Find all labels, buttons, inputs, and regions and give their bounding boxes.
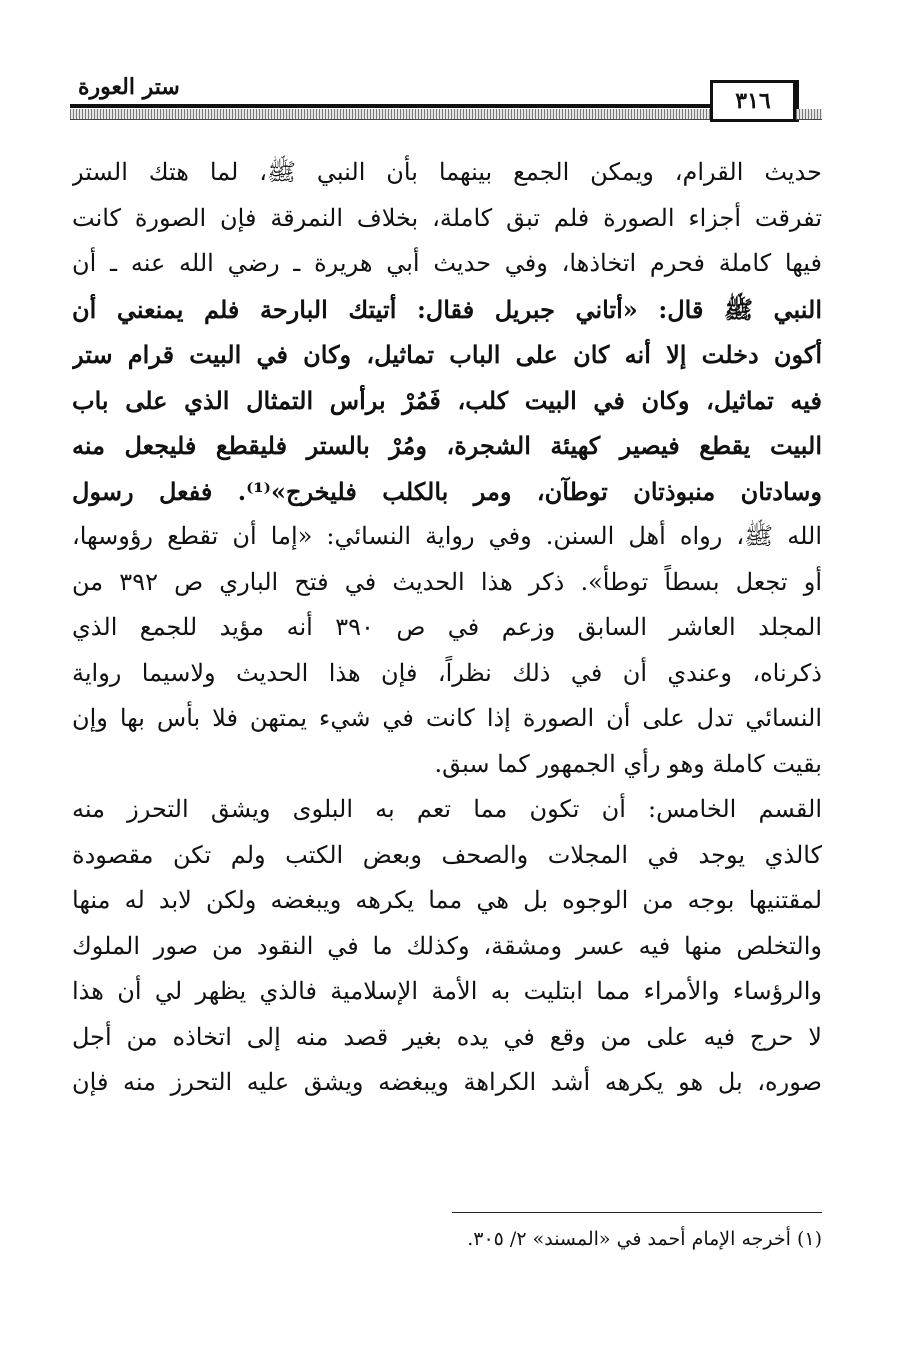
text-line: تفرقت أجزاء الصورة فلم تبق كاملة، بخلاف النمرقة فإن الصورة كانت <box>72 203 822 232</box>
header-rule <box>70 104 710 108</box>
text-line: فيه تماثيل، وكان في البيت كلب، فَمُرْ برأس التمثال الذي على باب <box>72 385 822 415</box>
text-line: البيت يقطع فيصير كهيئة الشجرة، ومُرْ بالستر فليقطع فليجعل منه <box>72 431 822 460</box>
page-number: ٣١٦ <box>710 80 799 122</box>
text-line: النبي ﷺ قال: «أتاني جبريل فقال: أتيتك البارحة فلم يمنعني أن <box>72 294 822 324</box>
text-line: القسم الخامس: أن تكون مما تعم به البلوى ويشق التحرز منه <box>72 795 822 823</box>
text-line: ذكرناه، وعندي أن في ذلك نظراً، فإن هذا الحديث ولاسيما رواية <box>72 658 822 687</box>
text-line: وسادتان منبوذتان توطآن، ومر بالكلب فليخرج»⁽¹⁾. ففعل رسول <box>72 476 822 506</box>
text-line: لا حرج فيه على من وقع في يده بغير قصد منه إلى اتخاذه من أجل <box>72 1022 822 1051</box>
page-header <box>70 74 822 126</box>
text-line: والرؤساء والأمراء مما ابتليت به الأمة الإسلامية فالذي يظهر لي أن هذا <box>72 977 822 1005</box>
footnote: (١) أخرجه الإمام أحمد في «المسند» ٢/ ٣٠٥. <box>467 1228 822 1250</box>
text-line: لمقتنيها بوجه من الوجوه بل هي مما يكرهه ويبغضه ولكن لابد له منها <box>72 886 822 914</box>
text-line: الله ﷺ، رواه أهل السنن. وفي رواية النسائي: «إما أن تقطع رؤوسها، <box>72 522 822 550</box>
body-text <box>72 150 822 1106</box>
text-line: المجلد العاشر السابق وزعم في ص ٣٩٠ أنه مؤيد للجمع الذي <box>72 613 822 641</box>
text-line: أو تجعل بسطاً توطأ». ذكر هذا الحديث في فتح الباري ص ٣٩٢ من <box>72 567 822 596</box>
running-title: ستر العورة <box>78 74 180 100</box>
header-hatch-rule <box>70 109 710 120</box>
text-line: كالذي يوجد في المجلات والصحف وبعض الكتب ولم تكن مقصودة <box>72 840 822 869</box>
text-line: أكون دخلت إلا أنه كان على الباب تماثيل، وكان في البيت قرام ستر <box>72 340 822 369</box>
header-hatch-rule-right <box>796 109 822 120</box>
text-line: حديث القرام، ويمكن الجمع بينهما بأن النبي ﷺ، لما هتك الستر <box>72 158 822 186</box>
text-line: والتخلص منها فيه عسر ومشقة، وكذلك ما في النقود من صور الملوك <box>72 931 822 960</box>
text-line: صوره، بل هو يكرهه أشد الكراهة ويبغضه ويشق عليه التحرز منه فإن <box>72 1068 822 1096</box>
text-line: فيها كاملة فحرم اتخاذها، وفي حديث أبي هريرة ـ رضي الله عنه ـ أن <box>72 249 822 277</box>
text-line: النسائي تدل على أن الصورة إذا كانت في شيء يمتهن فلا بأس بها وإن <box>72 704 822 732</box>
text-line: بقيت كاملة وهو رأي الجمهور كما سبق. <box>434 749 822 778</box>
footnote-separator <box>452 1212 822 1213</box>
